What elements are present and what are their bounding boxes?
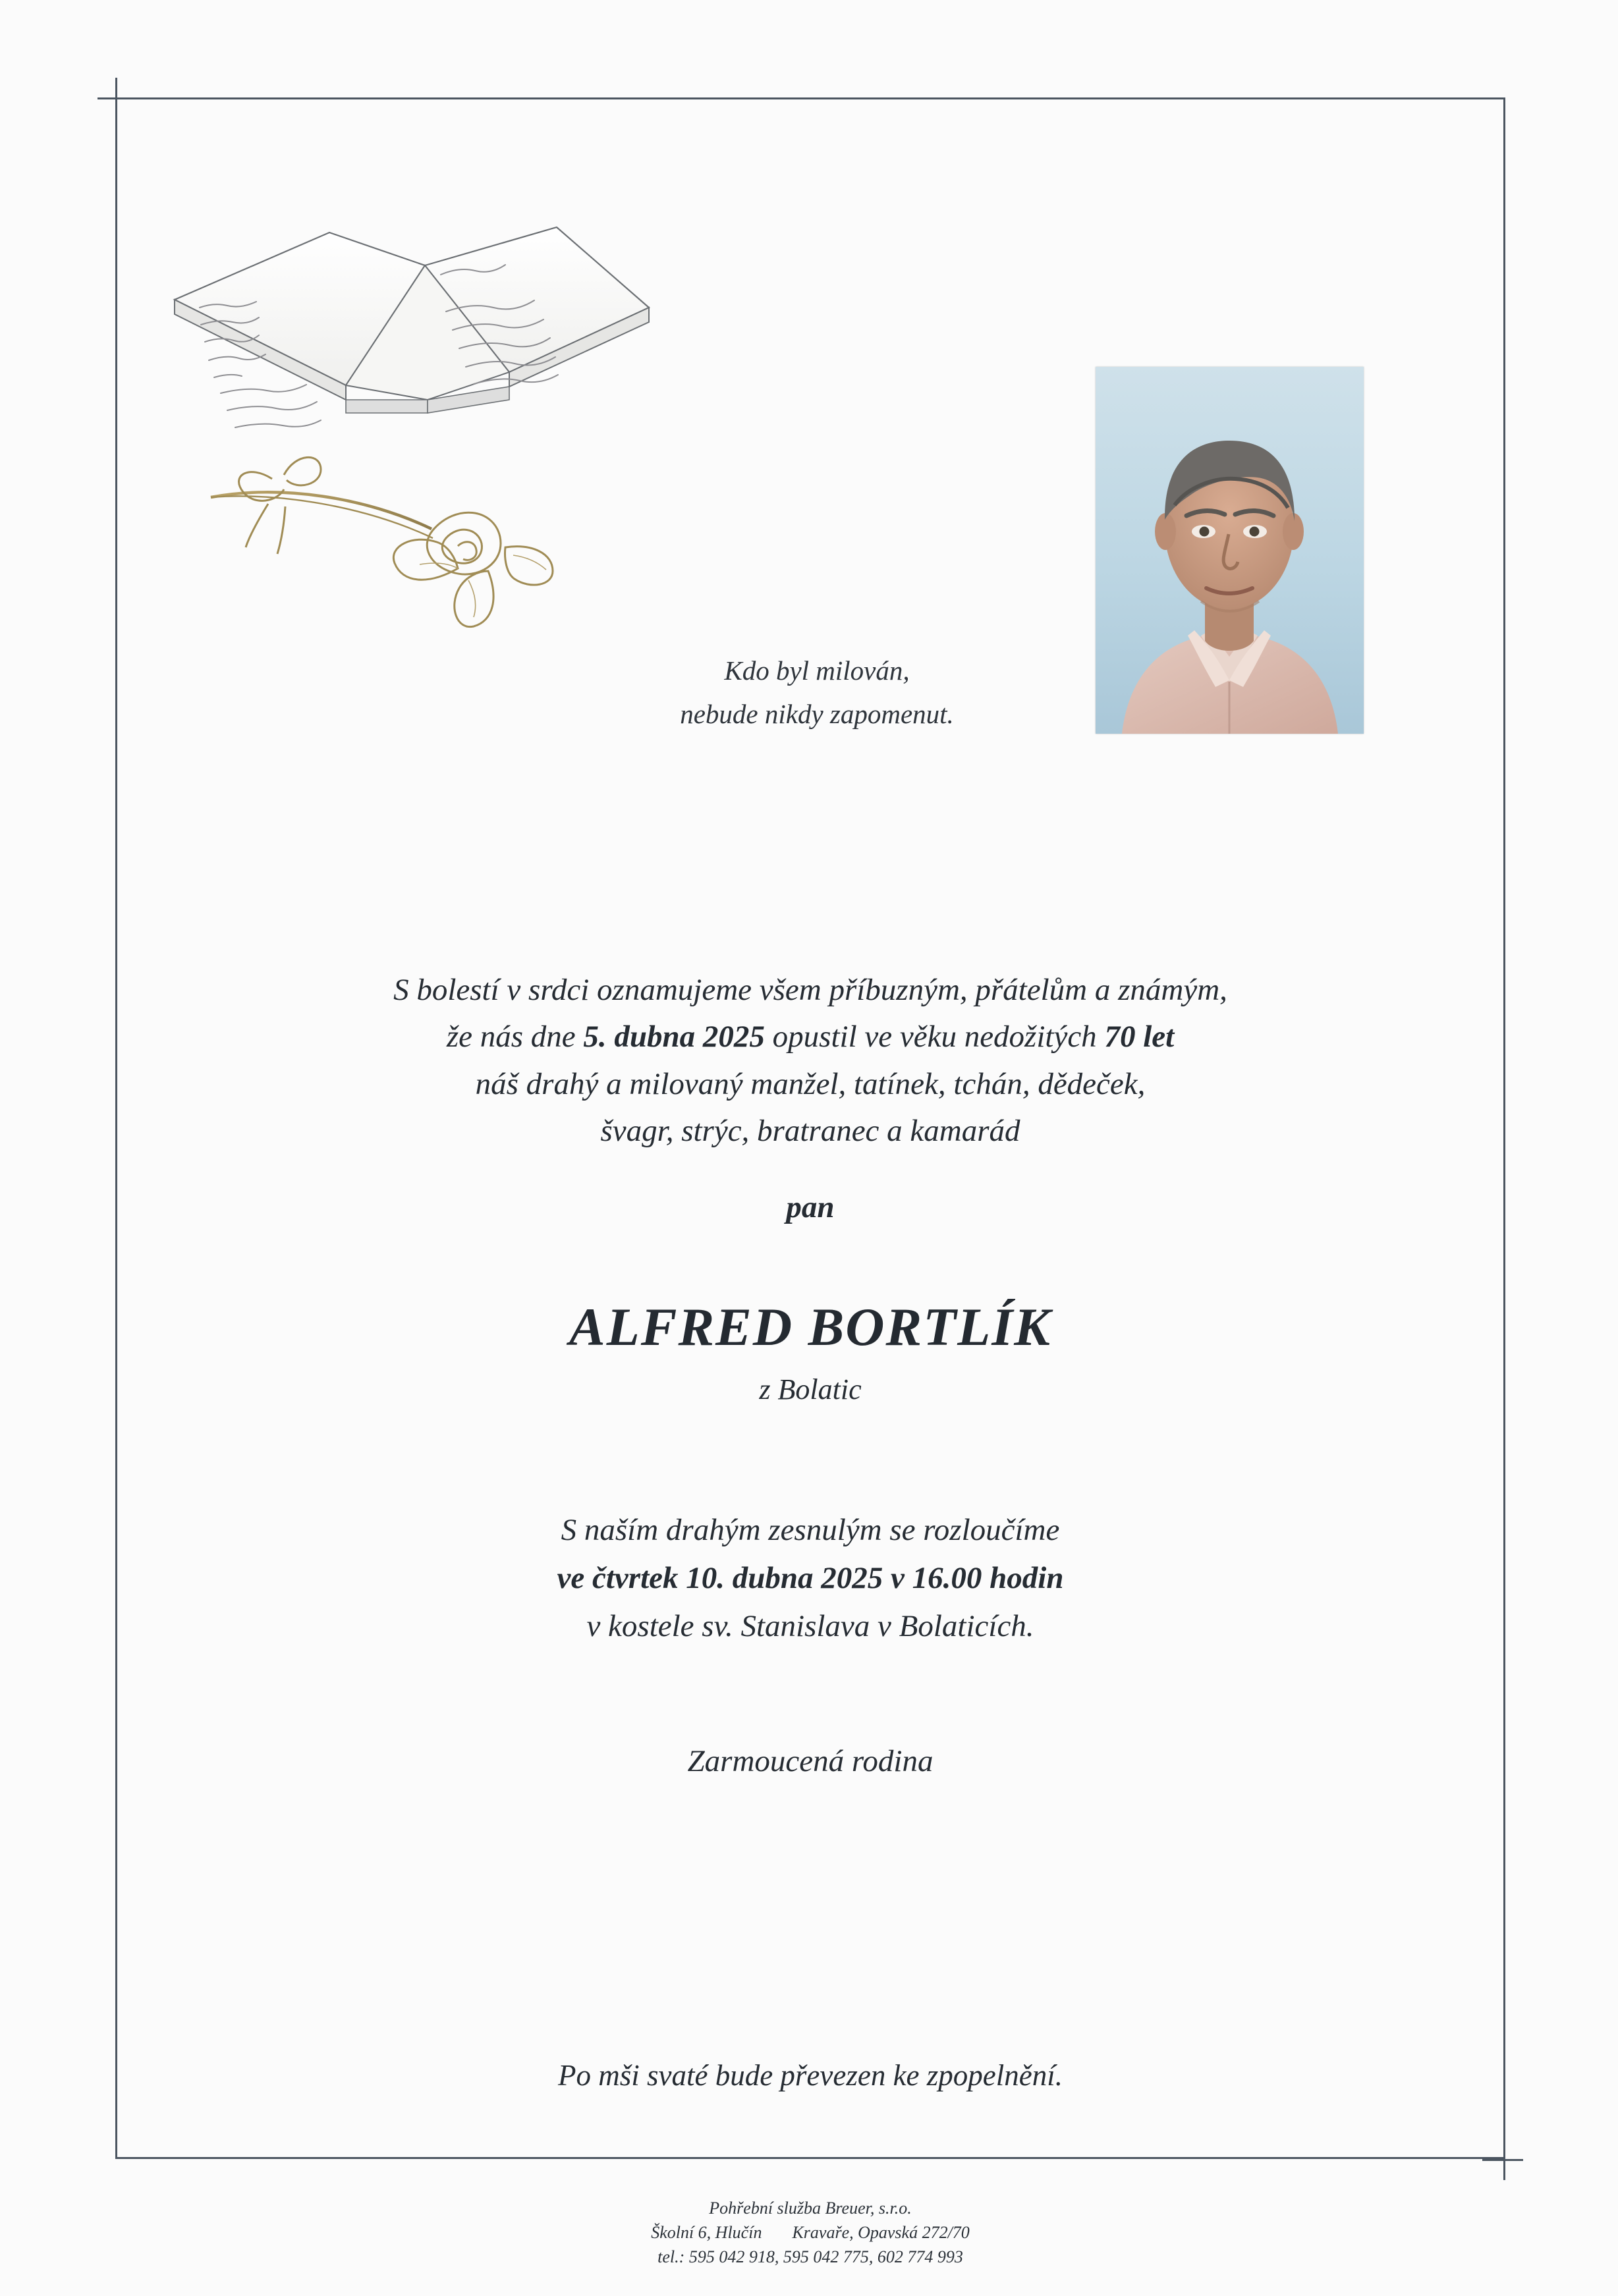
postscript-note: Po mši svaté bude převezen ke zpopelnění. (557, 2059, 1063, 2092)
deceased-origin: z Bolatic (759, 1373, 862, 1406)
ceremony-datetime: ve čtvrtek 10. dubna 2025 v 16.00 hodin (557, 1561, 1064, 1596)
undertaker-footer (142, 2197, 1479, 2270)
announcement-line-1: S bolestí v srdci oznamujeme všem příbuzným, přátelům a známým, (393, 973, 1227, 1007)
announcement-line-3: náš drahý a milovaný manžel, tatínek, tchán, dědeček, (475, 1066, 1146, 1101)
announcement-line-4: švagr, strýc, bratranec a kamarád (600, 1114, 1020, 1149)
corner-tick-top-left-vertical (115, 78, 117, 119)
age-at-death: 70 let (1104, 1020, 1175, 1054)
announcement-line-2-pre: že nás dne (446, 1020, 584, 1054)
verse-line-2: nebude nikdy zapomenut. (680, 699, 954, 730)
portrait-photo (1096, 367, 1364, 734)
signature-line: Zarmoucená rodina (687, 1743, 934, 1778)
announcement-paragraph (142, 967, 1479, 1155)
death-date: 5. dubna 2025 (583, 1020, 765, 1054)
ceremony-place: v kostele sv. Stanislava v Bolaticích. (586, 1609, 1034, 1644)
footer-address-right: Kravaře, Opavská 272/70 (792, 2222, 970, 2242)
open-book-with-rose-icon (148, 155, 728, 675)
announcement-line-2-mid: opustil ve věku nedožitých (764, 1020, 1105, 1054)
farewell-paragraph (142, 1506, 1479, 1651)
announcement-line-2 (142, 1014, 1479, 1060)
farewell-line-1: S naším drahým zesnulým se rozloučíme (561, 1512, 1060, 1547)
footer-phones: tel.: 595 042 918, 595 042 775, 602 774 993 (657, 2247, 963, 2266)
memorial-verse (580, 649, 1054, 736)
salutation: pan (786, 1189, 835, 1224)
verse-line-1: Kdo byl milován, (724, 655, 910, 686)
footer-company: Pohřební služba Breuer, s.r.o. (709, 2199, 912, 2218)
notice-body (142, 967, 1479, 1779)
footer-addresses (142, 2221, 1479, 2245)
footer-address-left: Školní 6, Hlučín (651, 2222, 762, 2242)
corner-tick-bottom-right-horizontal (1482, 2159, 1523, 2161)
corner-tick-top-left-horizontal (98, 97, 137, 99)
deceased-name: ALFRED BORTLÍK (569, 1296, 1051, 1357)
corner-tick-bottom-right-vertical (1503, 2139, 1505, 2180)
